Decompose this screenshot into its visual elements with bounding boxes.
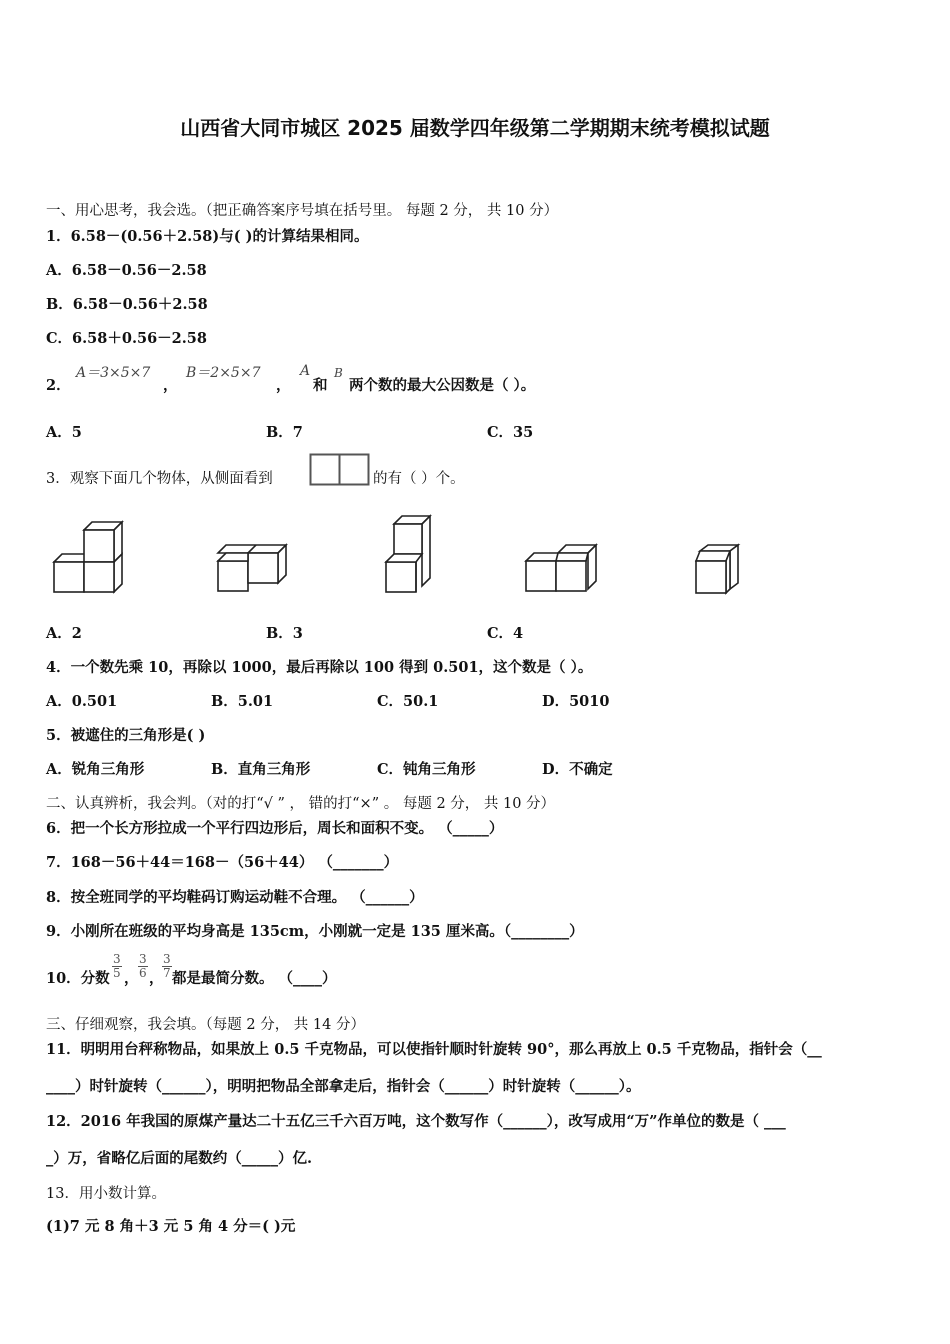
q5-option-d: D．不确定: [542, 761, 613, 778]
q2-tail: 两个数的最大公因数是（ ）。: [349, 377, 536, 394]
q2-and: 和: [313, 377, 328, 394]
q12-line-1: 12．2016 年我国的原煤产量达二十五亿三千六百万吨，这个数写作（______），改写成用“万”作单位的数是（ ___: [46, 1113, 786, 1130]
q6: 6．把一个长方形拉成一个平行四边形后，周长和面积不变。 （_____）: [46, 820, 504, 837]
cube-figure-2-icon: [212, 541, 296, 597]
q4-stem: 4．一个数先乘 10，再除以 1000，最后再除以 100 得到 0.501，这个数是（ ）。: [46, 659, 593, 676]
q5-stem: 5．被遮住的三角形是( ): [46, 727, 206, 744]
q2-number: 2．: [46, 377, 71, 394]
q10-sep-2: ，: [149, 970, 164, 987]
q10-pre: 10．分数: [46, 970, 110, 987]
q4-option-d: D．5010: [542, 693, 610, 710]
side-view-two-squares-icon: [309, 453, 371, 487]
q2-var-b: B: [334, 366, 343, 380]
cube-figure-1-icon: [50, 520, 130, 596]
section-2-header: 二、认真辨析，我会判。（对的打“√ ” ， 错的打“×” 。 每题 2 分， 共 10 分）: [46, 796, 556, 812]
q3-option-a: A．2: [46, 625, 82, 642]
q10-sep-1: ，: [124, 970, 139, 987]
q7: 7．168－56＋44＝168－（56＋44） （_______）: [46, 854, 399, 871]
q1-stem: 1．6.58－(0.56＋2.58)与( )的计算结果相同。: [46, 228, 369, 245]
q13-stem: 13．用小数计算。: [46, 1186, 166, 1202]
page-title: 山西省大同市城区 2025 届数学四年级第二学期期末统考模拟试题: [180, 116, 770, 140]
q1-option-b: B．6.58－0.56＋2.58: [46, 296, 208, 313]
q2-option-b: B．7: [266, 424, 303, 441]
q13-part-1: (1)7 元 8 角＋3 元 5 角 4 分＝( )元: [46, 1218, 296, 1235]
q2-expr-b: B＝2×5×7: [186, 365, 261, 381]
q4-option-b: B．5.01: [211, 693, 274, 710]
cube-figure-5-icon: [690, 543, 746, 599]
q1-option-c: C．6.58＋0.56－2.58: [46, 330, 207, 347]
q3-option-c: C．4: [487, 625, 524, 642]
q9: 9．小刚所在班级的平均身高是 135cm，小刚就一定是 135 厘米高。（________）: [46, 923, 584, 940]
q1-option-a: A．6.58－0.56－2.58: [46, 262, 207, 279]
q11-line-1: 11．明明用台秤称物品，如果放上 0.5 千克物品，可以使指针顺时针旋转 90°，那么再放上 0.5 千克物品，指针会（__: [46, 1041, 822, 1058]
q12-line-2: _）万，省略亿后面的尾数约（_____）亿.: [46, 1150, 313, 1167]
q5-option-b: B．直角三角形: [211, 761, 311, 778]
q2-expr-a: A＝3×5×7: [76, 365, 151, 381]
q8: 8．按全班同学的平均鞋码订购运动鞋不合理。 （______）: [46, 889, 424, 906]
q4-option-a: A．0.501: [46, 693, 118, 710]
q4-option-c: C．50.1: [377, 693, 439, 710]
q2-comma-1: ，: [163, 377, 178, 394]
q10-post: 都是最简分数。 （____）: [172, 970, 337, 987]
q2-comma-2: ，: [276, 377, 291, 394]
cube-figure-4-icon: [522, 541, 606, 597]
q3-stem-post: 的有（ ）个。: [373, 471, 465, 487]
q10-fraction-3: $\frac{3}{7}$: [163, 952, 171, 980]
q2-option-c: C．35: [487, 424, 534, 441]
q3-option-b: B．3: [266, 625, 303, 642]
q10-fraction-2: $\frac{3}{6}$: [139, 952, 147, 980]
q2-option-a: A．5: [46, 424, 82, 441]
q11-line-2: ____）时针旋转（______），明明把物品全部拿走后，指针会（______）时针旋转（______）。: [46, 1078, 641, 1095]
section-1-header: 一、用心思考，我会选。（把正确答案序号填在括号里。 每题 2 分， 共 10 分）: [46, 203, 559, 219]
section-3-header: 三、仔细观察，我会填。（每题 2 分， 共 14 分）: [46, 1017, 365, 1033]
q5-option-c: C．钝角三角形: [377, 761, 476, 778]
q5-option-a: A．锐角三角形: [46, 761, 145, 778]
cube-figure-3-icon: [382, 512, 438, 598]
q2-var-a: A: [300, 363, 311, 379]
q10-fraction-1: $\frac{3}{5}$: [113, 952, 121, 980]
q3-stem-pre: 3．观察下面几个物体，从侧面看到: [46, 471, 273, 487]
